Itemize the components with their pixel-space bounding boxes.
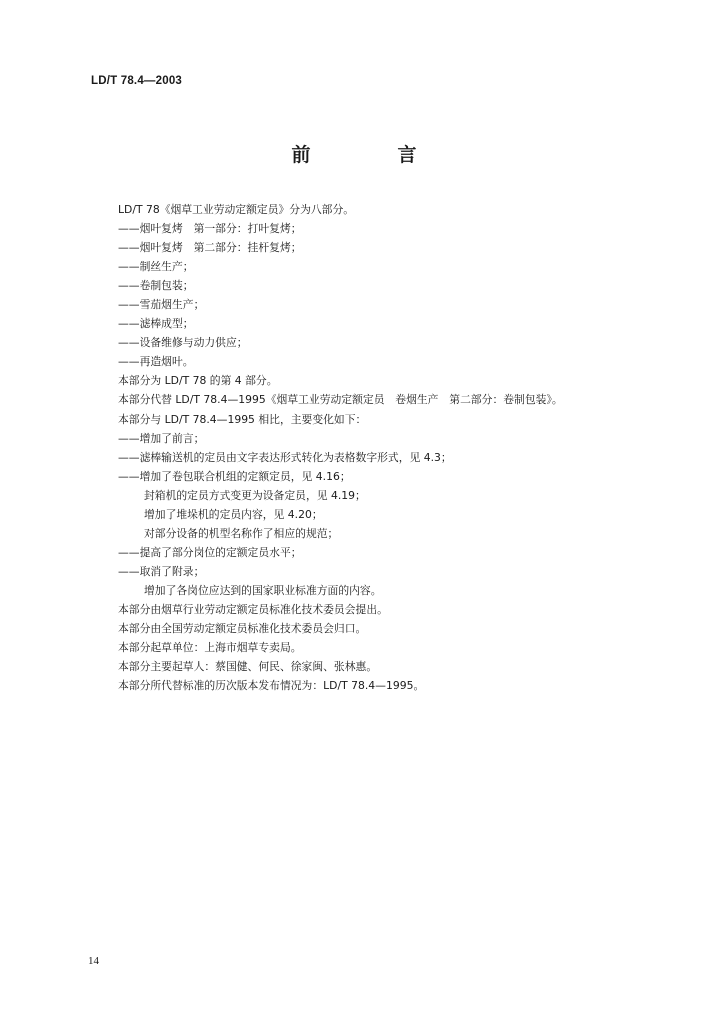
paragraph-line: 对部分设备的机型名称作了相应的规范； <box>144 526 339 540</box>
paragraph-line: 本部分由烟草行业劳动定额定员标准化技术委员会提出。 <box>118 602 388 616</box>
paragraph-line: ——再造烟叶。 <box>118 355 194 369</box>
paragraph-line: 封箱机的定员方式变更为设备定员，见 4.19； <box>144 488 366 502</box>
paragraph-line: ——卷制包装； <box>118 279 194 293</box>
paragraph-line: ——滤棒输送机的定员由文字表达形式转化为表格数字形式，见 4.3； <box>118 450 452 464</box>
paragraph-line: 增加了堆垛机的定员内容，见 4.20； <box>144 507 323 521</box>
paragraph-line: 本部分主要起草人：蔡国健、何民、徐家闽、张林惠。 <box>118 660 378 674</box>
paragraph-line: 本部分代替 LD/T 78.4—1995《烟草工业劳动定额定员 卷烟生产 第二部分：卷制包装》。 <box>118 393 563 407</box>
paragraph-line: ——烟叶复烤 第二部分：挂杆复烤； <box>118 241 302 255</box>
paragraph-line: ——提高了部分岗位的定额定员水平； <box>118 545 302 559</box>
paragraph-line: 本部分与 LD/T 78.4—1995 相比，主要变化如下： <box>118 412 367 426</box>
page-title: 前 言 <box>291 144 451 166</box>
paragraph-line: LD/T 78《烟草工业劳动定额定员》分为八部分。 <box>118 203 355 216</box>
paragraph-line: 本部分由全国劳动定额定员标准化技术委员会归口。 <box>118 622 367 636</box>
standard-code: LD/T 78.4—2003 <box>91 75 183 87</box>
paragraph-line: ——设备维修与动力供应； <box>118 336 248 350</box>
paragraph-line: ——滤棒成型； <box>118 317 194 331</box>
page-number: 14 <box>88 955 99 967</box>
paragraph-line: ——增加了卷包联合机组的定额定员，见 4.16； <box>118 469 351 483</box>
foreword-body <box>118 200 678 695</box>
paragraph-line: 本部分起草单位：上海市烟草专卖局。 <box>118 641 302 655</box>
paragraph-line: ——制丝生产； <box>118 260 194 274</box>
paragraph-line: ——增加了前言； <box>118 431 205 445</box>
paragraph-line: ——雪茄烟生产； <box>118 298 205 312</box>
paragraph-line: 本部分所代替标准的历次版本发布情况为：LD/T 78.4—1995。 <box>118 679 425 693</box>
paragraph-line: ——取消了附录； <box>118 564 205 578</box>
paragraph-line: ——烟叶复烤 第一部分：打叶复烤； <box>118 222 302 236</box>
paragraph-line: 本部分为 LD/T 78 的第 4 部分。 <box>118 374 278 388</box>
paragraph-line: 增加了各岗位应达到的国家职业标准方面的内容。 <box>144 583 382 597</box>
